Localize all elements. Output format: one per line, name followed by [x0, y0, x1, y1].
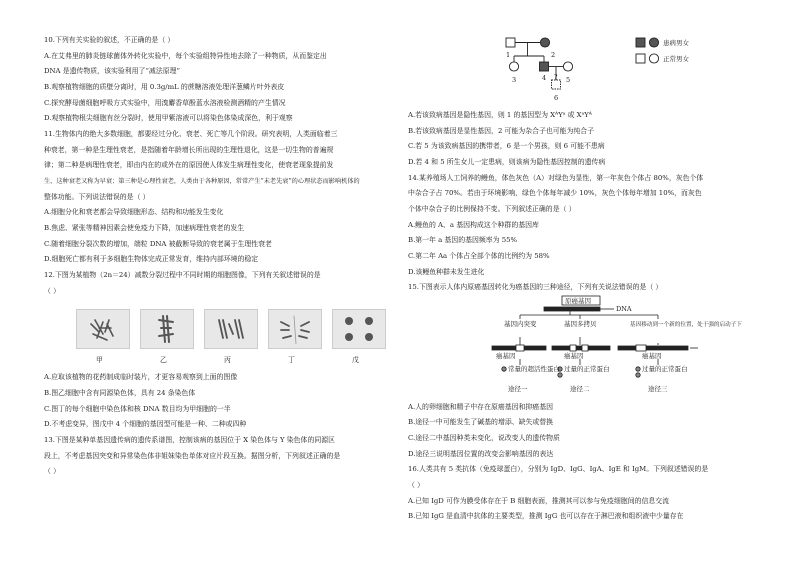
q14-option-c: C.第二年 Aa 个体占全部个体的比例约为 58%: [408, 252, 550, 260]
meiosis-image-ding: [268, 309, 322, 349]
legend-normal-male: [636, 54, 645, 63]
q16-stem-1: 16.人类共有 5 类抗体（免疫球蛋白），分别为 IgD、IgG、IgA、IgE 和 IgM。下列叙述错误的是: [408, 465, 709, 473]
label-translocation: 基因移动到一个新的位置，处于强的启动子下: [630, 322, 742, 328]
caption-yi: 乙: [160, 356, 167, 364]
q14-option-d: D.该鳗鱼种群未发生进化: [408, 268, 485, 276]
label-protein-1: 常量的超活性蛋白: [508, 365, 560, 373]
q11-option-a: A.细胞分化和衰老都会导致细胞形态、结构和功能发生变化: [44, 208, 224, 216]
meiosis-images: [76, 309, 386, 349]
caption-jia: 甲: [96, 356, 103, 364]
legend-affected-female: [649, 38, 658, 47]
pedigree-2: [540, 38, 549, 47]
q11-option-d: D.细胞死亡都有利于多细胞生物体完成正常发育，维持内部环境的稳定: [44, 255, 259, 263]
q13-option-b: B.若该致病基因是显性基因，2 可能为杂合子也可能为纯合子: [408, 127, 595, 135]
q10-option-a: A.在艾弗里的肺炎链球菌体外转化实验中，每个实验组特异性地去除了一种物质，从而鉴定出: [44, 52, 327, 60]
q12-option-a: A.应取该植物的花药制成临时装片，才更容易观察到上面的图像: [44, 373, 238, 381]
label-route-3: 途径三: [648, 385, 668, 393]
q10-stem: 10.下列有关实验的叙述，不正确的是（ ）: [44, 36, 175, 44]
label-dna: DNA: [616, 305, 632, 313]
q12-stem-1: 12.下图为某植物（2n＝24）减数分裂过程中不同时期的细胞图像，下列有关叙述错误的是: [44, 271, 321, 279]
pedigree-question: ?: [554, 73, 558, 81]
q16-stem-2: （ ）: [408, 481, 424, 489]
meiosis-image-yi: [140, 309, 194, 349]
q14-option-b: B.第一年 a 基因的基因频率为 55%: [408, 236, 518, 244]
dna-bar: [544, 307, 600, 311]
q13-option-a: A.若该致病基因是隐性基因，则 1 的基因型为 XᴬYᵃ 或 XᵃYᴬ: [408, 111, 592, 119]
q15-option-d: D.途径三说明基因位置的改变会影响基因的表达: [408, 450, 554, 458]
q15-option-b: B.途径一中可能发生了碱基的增添、缺失或替换: [408, 418, 554, 426]
q11-stem-1: 11.生物体内的绝大多数细胞，都要经过分化、衰老、死亡等几个阶段。研究表明，人类面临着三: [44, 130, 338, 138]
caption-ding: 丁: [288, 356, 295, 364]
meiosis-image-bing: [204, 309, 258, 349]
q12-option-c: C.图丁的每个细胞中染色体和核 DNA 数目均为甲细胞的一半: [44, 405, 231, 413]
q11-stem-5: 整体功能。下列说法错误的是（ ）: [44, 193, 150, 201]
q16-option-a: A.已知 IgD 可作为膜受体存在于 B 细胞表面，推测其可以参与免疫细胞间的信息交流: [408, 497, 670, 505]
pedigree-5: [563, 62, 572, 71]
pedigree-6: [552, 80, 561, 89]
pedigree-diagram: [496, 34, 726, 110]
meiosis-image-wu: [332, 309, 386, 349]
label-oncogene-3: 癌基因: [642, 352, 662, 360]
q10-option-b: B.观察植物细胞的质壁分离时，用 0.3g/mL 的蔗糖溶液处理洋葱鳞片叶外表皮: [44, 83, 285, 91]
pedigree-label-5: 5: [566, 76, 571, 84]
q13-option-d: D.若 4 和 5 所生女儿一定患病，则该病为隐性基因控制的遗传病: [408, 158, 606, 166]
q13-stem-3: （ ）: [44, 467, 60, 475]
label-route-1: 途径一: [508, 385, 528, 393]
meiosis-image-jia: [76, 309, 130, 349]
label-protein-2: 过量的正常蛋白: [564, 365, 610, 373]
q14-option-a: A.鳗鱼的 A、a 基因构成这个种群的基因库: [408, 221, 539, 229]
pedigree-label-3: 3: [512, 76, 517, 84]
oncogene-diagram: [490, 295, 742, 395]
legend-affected-label: 患病男女: [663, 39, 689, 47]
pedigree-4: [540, 62, 549, 71]
legend-normal-label: 正常男女: [663, 55, 689, 63]
q11-option-b: B.焦虑、紧张等精神因素会使免疫力下降，加速病理性衰老的发生: [44, 224, 245, 232]
pedigree-label-1: 1: [506, 51, 511, 59]
q12-option-d: D.不考虑变异，图戊中 4 个细胞的基因型可能是一种、二种或四种: [44, 420, 247, 428]
caption-wu: 戊: [352, 356, 359, 364]
label-protein-3: 过量的正常蛋白: [642, 365, 688, 373]
q11-option-c: C.随着细胞分裂次数的增加，端粒 DNA 被截断导致的衰老属于生理性衰老: [44, 240, 272, 248]
pedigree-label-4: 4: [542, 74, 547, 82]
q11-stem-2: 种衰老，第一种是生理性衰老，是指随着年龄增长所出现的生理性退化，这是一切生物的普遍规: [44, 146, 334, 154]
meiosis-captions: [76, 356, 386, 366]
legend-affected-male: [636, 38, 645, 47]
q15-stem: 15.下图表示人体内原癌基因转化为癌基因的三种途径，下列有关说法错误的是（ ）: [408, 283, 663, 291]
q13-stem-1: 13.下图是某种单基因遗传病的遗传系谱图，控制该病的基因位于 X 染色体与 Y 染色体的同源区: [44, 436, 336, 444]
label-intragenic-mutation: 基因内突变: [504, 320, 537, 328]
caption-bing: 丙: [224, 356, 231, 364]
q15-option-a: A.人的卵细胞和精子中存在原癌基因和抑癌基因: [408, 403, 553, 411]
q11-stem-3: 律；第二种是病理性衰老，即由内在的或外在的原因使人体发生病理性变化，使衰老现象提前发: [44, 161, 334, 169]
pedigree-3: [509, 62, 518, 71]
label-oncogene-2: 癌基因: [564, 352, 584, 360]
legend-normal-female: [649, 54, 658, 63]
label-oncogene-1: 癌基因: [496, 352, 516, 360]
q15-option-c: C.途径二中基因种类未变化，说改变人的遗传物质: [408, 434, 560, 442]
q16-option-b: B.已知 IgG 是血清中抗体的主要类型，推测 IgG 也可以存在于淋巴液和组织液中少量存在: [408, 512, 684, 520]
q14-stem-1: 14.某养殖场人工饲养的鳗鱼，体色灰色（A）对绿色为显性，第一年灰色个体占 80%，灰色个体: [408, 174, 704, 182]
pedigree-label-6: 6: [554, 94, 559, 102]
label-route-2: 途径二: [570, 385, 590, 393]
q10-option-d: D.观察植物根尖细胞有丝分裂时，使用甲紫溶液可以将染色体染成深色，利于观察: [44, 114, 293, 122]
q10-option-c: C.探究酵母菌细胞呼吸方式实验中，用溴麝香草酚蓝水溶液检测酒精的产生情况: [44, 99, 286, 107]
pedigree-label-2: 2: [551, 51, 556, 59]
q13-stem-2: 段上，不考虑基因突变和异常染色体非姐妹染色单体对应片段互换。据图分析，下列叙述正确的是: [44, 452, 341, 460]
q12-option-b: B.图乙细胞中含有同源染色体，具有 24 条染色体: [44, 389, 196, 397]
q14-stem-3: 个体中杂合子的比例保持不变。下列叙述正确的是（ ）: [408, 205, 576, 213]
q12-stem-2: （ ）: [44, 287, 60, 295]
pedigree-1: [506, 38, 515, 47]
q13-option-c: C.若 5 为该致病基因的携带者，6 是一个男孩，则 6 可能不患病: [408, 142, 605, 150]
label-gene-amplification: 基因多拷贝: [564, 320, 597, 328]
label-proto-oncogene: 原癌基因: [565, 297, 591, 305]
q11-stem-4: 生，这种衰老又称为早衰；第三种是心理性衰老，人类由于各种原因，常常产生“未老先衰”的心理状态而影响机体的: [44, 178, 360, 185]
q10-option-a-cont: DNA 是遗传物质，该实验利用了“减法原理”: [44, 67, 181, 75]
q14-stem-2: 中杂合子占 70%。若由于环境影响，绿色个体每年减少 10%，灰色个体每年增加 10%，而灰色: [408, 189, 702, 197]
